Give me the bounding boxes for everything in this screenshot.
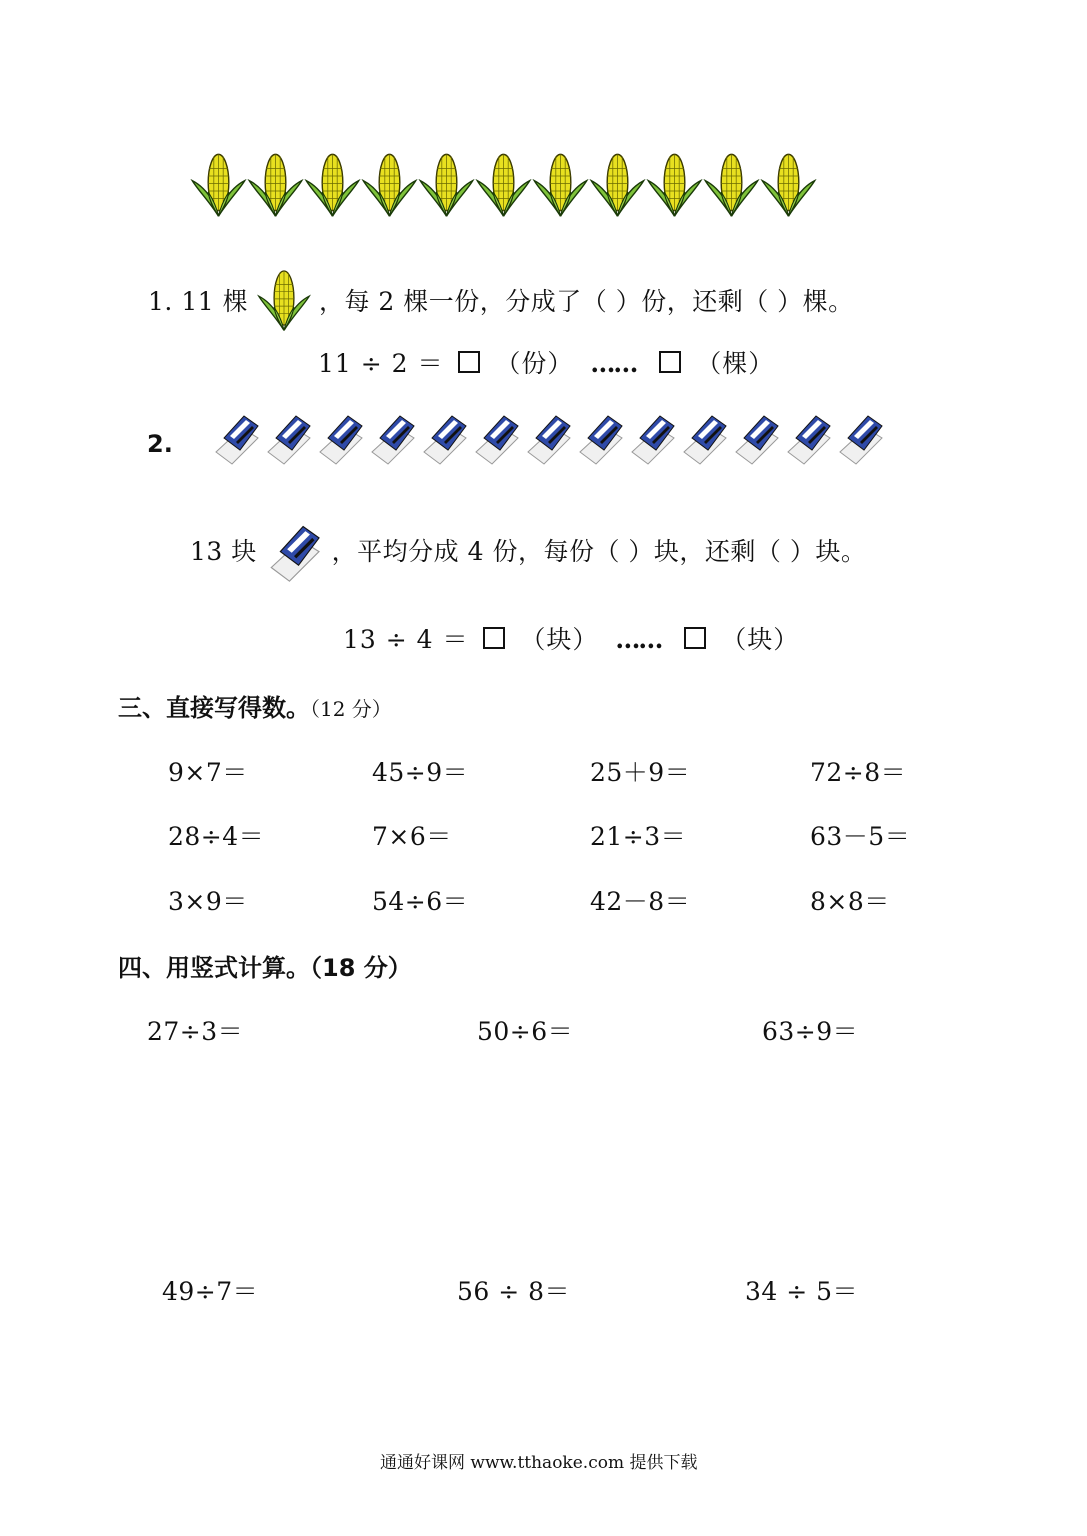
eraser-illustration-row [210,412,886,470]
unit-label: （块） [520,625,599,654]
section-title: 三、直接写得数。 [118,694,310,722]
eraser-icon [574,412,626,470]
vertical-calc-item: 56 ÷ 8＝ [457,1277,571,1306]
corn-icon [589,145,646,220]
equation-2 [343,620,799,656]
calc-item: 7×6＝ [372,822,452,851]
eraser-icon [782,412,834,470]
question-1 [148,262,854,334]
vertical-calc-item: 49÷7＝ [162,1277,259,1306]
corn-icon [255,262,313,334]
answer-box[interactable] [458,351,480,373]
eraser-icon [730,412,782,470]
eraser-icon [366,412,418,470]
eraser-icon [261,522,327,588]
eraser-icon [626,412,678,470]
corn-icon [760,145,817,220]
calc-item: 25＋9＝ [590,758,691,787]
equation-left: 13 ÷ 4 ＝ [343,625,469,654]
answer-box[interactable] [659,351,681,373]
unit-label: （棵） [696,349,775,378]
corn-icon [361,145,418,220]
eraser-icon [314,412,366,470]
vertical-calc-item: 34 ÷ 5＝ [745,1277,859,1306]
corn-icon [703,145,760,220]
corn-icon [190,145,247,220]
calc-item: 45÷9＝ [372,758,469,787]
eraser-icon [678,412,730,470]
section-score: （12 分） [310,697,392,721]
corn-illustration-row [190,145,817,220]
corn-icon [646,145,703,220]
calc-item: 42－8＝ [590,887,691,916]
calc-item: 8×8＝ [810,887,890,916]
eraser-icon [262,412,314,470]
answer-box[interactable] [684,627,706,649]
answer-box[interactable] [483,627,505,649]
calc-item: 72÷8＝ [810,758,907,787]
equation-1 [318,344,774,380]
corn-icon [418,145,475,220]
vertical-calc-item: 50÷6＝ [477,1017,574,1046]
calc-item: 63－5＝ [810,822,911,851]
section-4-heading: 四、用竖式计算。（18 分） [118,954,412,982]
eraser-icon [210,412,262,470]
question-2 [190,522,866,588]
unit-label: （块） [721,625,800,654]
remainder-dots: …… [615,625,662,654]
calc-item: 54÷6＝ [372,887,469,916]
unit-label: （份） [495,349,574,378]
question-number: 1. [148,287,173,316]
question-text: ，每 2 棵一份，分成了（ ）份，还剩（ ）棵。 [318,287,854,316]
page-footer: 通通好课网 www.tthaoke.com 提供下载 [380,1453,698,1473]
question-text: 13 块 [190,537,257,566]
corn-icon [532,145,589,220]
question-2-number: 2. [147,430,173,458]
remainder-dots: …… [590,349,637,378]
vertical-calc-item: 27÷3＝ [147,1017,244,1046]
section-3-heading [118,688,392,723]
eraser-icon [522,412,574,470]
equation-left: 11 ÷ 2 ＝ [318,349,444,378]
calc-item: 21÷3＝ [590,822,687,851]
vertical-calc-item: 63÷9＝ [762,1017,859,1046]
question-text: 11 棵 [181,287,249,316]
corn-icon [247,145,304,220]
calc-item: 28÷4＝ [168,822,265,851]
eraser-icon [418,412,470,470]
corn-icon [304,145,361,220]
calc-item: 3×9＝ [168,887,248,916]
eraser-icon [470,412,522,470]
question-text: ，平均分成 4 份，每份（ ）块，还剩（ ）块。 [331,537,867,566]
eraser-icon [834,412,886,470]
corn-icon [475,145,532,220]
calc-item: 9×7＝ [168,758,248,787]
